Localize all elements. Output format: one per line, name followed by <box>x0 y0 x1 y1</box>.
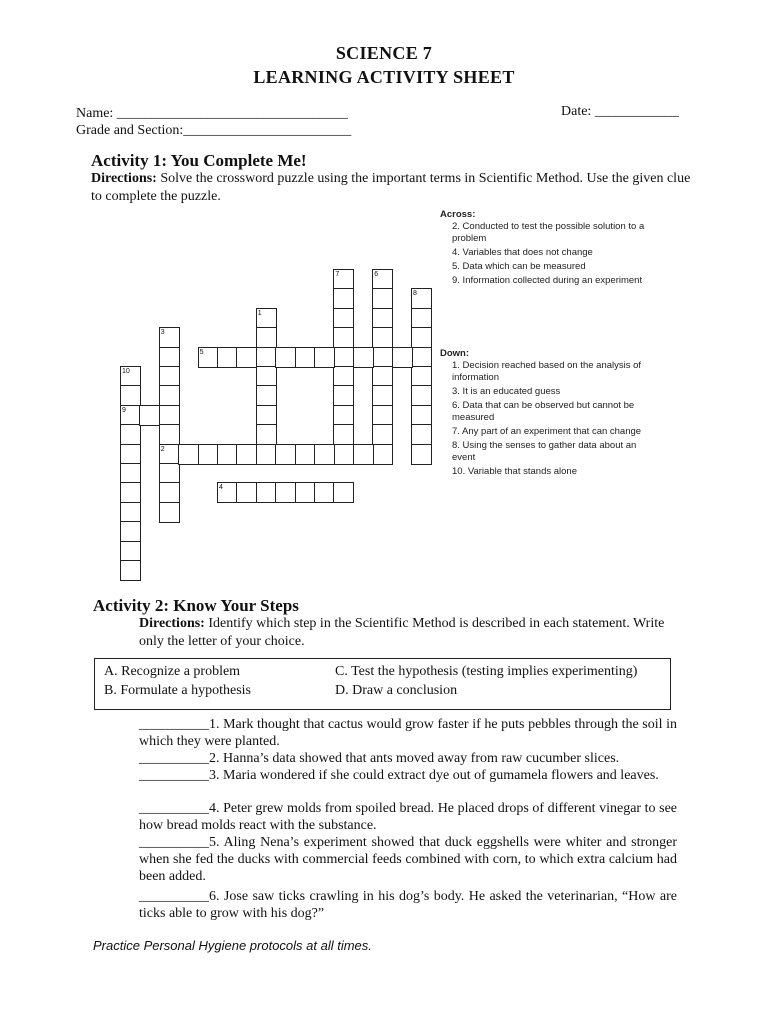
clue-number-6: 6 <box>374 271 379 278</box>
crossword-cell[interactable] <box>159 327 180 348</box>
crossword-cell[interactable] <box>372 327 393 348</box>
item-2[interactable]: __________2. Hanna’s data showed that ants moved away from raw cucumber slices. <box>139 751 620 766</box>
across-clue-2: 2. Conducted to test the possible solution to a problem <box>452 221 645 244</box>
crossword-cell[interactable] <box>411 424 432 445</box>
choices-box <box>94 658 671 710</box>
grade-section-field[interactable]: Grade and Section:________________________ <box>76 123 352 138</box>
crossword-cell[interactable] <box>256 482 277 503</box>
crossword-cell[interactable] <box>411 347 432 368</box>
crossword-cell[interactable] <box>256 385 277 406</box>
crossword-cell[interactable] <box>411 405 432 426</box>
crossword-cell[interactable] <box>411 288 432 309</box>
item-1[interactable]: __________1. Mark thought that cactus would grow faster if he puts pebbles through the soil in which they were planted. <box>139 717 677 749</box>
choice-b: B. Formulate a hypothesis <box>104 683 251 698</box>
crossword-cell[interactable] <box>275 444 296 465</box>
crossword-cell[interactable] <box>159 463 180 484</box>
crossword-cell[interactable] <box>159 385 180 406</box>
crossword-cell[interactable] <box>333 385 354 406</box>
crossword-cell[interactable] <box>333 327 354 348</box>
crossword-cell[interactable] <box>120 541 141 562</box>
crossword-cell[interactable] <box>217 347 238 368</box>
item-3[interactable]: __________3. Maria wondered if she could extract dye out of gumamela flowers and leaves. <box>139 768 659 783</box>
crossword-cell[interactable] <box>314 347 335 368</box>
crossword-cell[interactable] <box>275 482 296 503</box>
crossword-cell[interactable] <box>217 444 238 465</box>
clue-number-8: 8 <box>413 290 417 298</box>
activity1-title: Activity 1: You Complete Me! <box>91 151 307 170</box>
choice-c: C. Test the hypothesis (testing implies experimenting) <box>335 664 638 679</box>
crossword-cell[interactable] <box>198 444 219 465</box>
down-label: Down: <box>440 348 470 359</box>
crossword-cell[interactable] <box>159 482 180 503</box>
crossword-cell[interactable] <box>120 463 141 484</box>
crossword-cell[interactable] <box>333 444 354 465</box>
crossword-cell[interactable] <box>159 405 180 426</box>
crossword-cell[interactable] <box>333 482 354 503</box>
crossword-cell[interactable] <box>333 424 354 445</box>
crossword-cell[interactable] <box>411 366 432 387</box>
across-clues <box>440 209 650 287</box>
crossword-cell[interactable] <box>256 405 277 426</box>
crossword-cell[interactable] <box>314 444 335 465</box>
crossword-cell[interactable] <box>372 444 393 465</box>
crossword-cell[interactable] <box>295 347 316 368</box>
down-clues <box>440 348 650 478</box>
crossword-cell[interactable] <box>392 347 413 368</box>
clue-number-3: 3 <box>160 329 165 337</box>
activity1-directions-label: Directions: <box>91 171 157 186</box>
crossword-cell[interactable] <box>256 366 277 387</box>
crossword-cell[interactable] <box>275 347 296 368</box>
crossword-cell[interactable] <box>159 347 180 368</box>
crossword-cell[interactable] <box>120 385 141 406</box>
crossword-cell[interactable] <box>372 288 393 309</box>
crossword-cell[interactable] <box>295 482 316 503</box>
crossword-cell[interactable] <box>256 347 277 368</box>
clue-number-4: 4 <box>219 484 223 492</box>
crossword-cell[interactable] <box>256 327 277 348</box>
crossword-cell[interactable] <box>333 405 354 426</box>
crossword-cell[interactable] <box>411 444 432 465</box>
clue-number-7: 7 <box>335 271 340 278</box>
activity2-directions-text: Identify which step in the Scientific Method is described in each statement. Write only the letter of your choice. <box>139 616 665 649</box>
crossword-cell[interactable] <box>353 347 374 368</box>
crossword-cell[interactable] <box>120 521 141 542</box>
item-5[interactable]: __________5. Aling Nena’s experiment showed that duck eggshells were whiter and stronger when she fed the ducks with commercial feeds combined with corn, to which extra calcium had been added. <box>139 835 677 884</box>
crossword-cell[interactable] <box>120 444 141 465</box>
crossword-cell[interactable] <box>333 269 354 290</box>
down-clue-8: 8. Using the senses to gather data about an event <box>452 440 637 463</box>
crossword-cell[interactable] <box>120 502 141 523</box>
crossword-cell[interactable] <box>159 444 180 465</box>
clue-number-2: 2 <box>160 445 165 453</box>
activity2-title: Activity 2: Know Your Steps <box>93 596 299 615</box>
crossword-cell[interactable] <box>236 482 257 503</box>
crossword-cell[interactable] <box>333 366 354 387</box>
activity1-directions <box>91 170 691 206</box>
crossword-cell[interactable] <box>411 308 432 329</box>
crossword-cell[interactable] <box>120 424 141 445</box>
crossword-cell[interactable] <box>295 444 316 465</box>
crossword-cell[interactable] <box>333 288 354 309</box>
crossword-cell[interactable] <box>372 347 393 368</box>
crossword-cell[interactable] <box>372 308 393 329</box>
crossword-cell[interactable] <box>333 308 354 329</box>
crossword-cell[interactable] <box>159 502 180 523</box>
activity2-directions-label: Directions: <box>139 616 205 631</box>
sheet-title: LEARNING ACTIVITY SHEET <box>253 67 515 87</box>
crossword-cell[interactable] <box>372 269 393 290</box>
across-clue-5: 5. Data which can be measured <box>452 261 586 272</box>
choice-a: A. Recognize a problem <box>104 664 241 679</box>
crossword-cell[interactable] <box>198 347 219 368</box>
clue-number-10: 10 <box>122 368 130 375</box>
across-label: Across: <box>440 209 476 220</box>
crossword-cell[interactable] <box>372 405 393 426</box>
down-clue-6: 6. Data that can be observed but cannot be measured <box>452 400 635 423</box>
clue-number-5: 5 <box>199 348 204 356</box>
crossword-cell[interactable] <box>120 560 141 581</box>
crossword-cell[interactable] <box>236 444 257 465</box>
crossword-cell[interactable] <box>236 347 257 368</box>
down-clue-3: 3. It is an educated guess <box>452 386 561 397</box>
across-clue-4: 4. Variables that does not change <box>452 247 593 258</box>
crossword-cell[interactable] <box>256 424 277 445</box>
crossword-cell[interactable] <box>411 385 432 406</box>
crossword-cell[interactable] <box>256 308 277 329</box>
crossword-cell[interactable] <box>120 482 141 503</box>
crossword-cell[interactable] <box>372 385 393 406</box>
crossword-cell[interactable] <box>178 444 199 465</box>
clue-number-1: 1 <box>257 309 262 317</box>
crossword-cell[interactable] <box>411 327 432 348</box>
crossword-cell[interactable] <box>372 424 393 445</box>
down-clue-7: 7. Any part of an experiment that can change <box>452 426 642 437</box>
activity1-directions-text: Solve the crossword puzzle using the important terms in Scientific Method. Use the given clue to complete the puzzle. <box>91 171 691 204</box>
crossword-cell[interactable] <box>120 405 141 426</box>
crossword-cell[interactable] <box>139 405 160 426</box>
crossword-cell[interactable] <box>217 482 238 503</box>
crossword-cell[interactable] <box>353 444 374 465</box>
choice-d: D. Draw a conclusion <box>335 683 458 698</box>
footer-note: Practice Personal Hygiene protocols at all times. <box>93 938 372 953</box>
across-clue-9: 9. Information collected during an experiment <box>452 275 643 286</box>
date-field[interactable]: Date: ____________ <box>561 104 679 119</box>
crossword-cell[interactable] <box>372 366 393 387</box>
item-6[interactable]: __________6. Jose saw ticks crawling in his dog’s body. He asked the veterinarian, “How are ticks able to grow with his dog?” <box>139 889 677 921</box>
item-4[interactable]: __________4. Peter grew molds from spoiled bread. He placed drops of different vinegar to see how bread molds react with the substance. <box>139 801 677 833</box>
subject-title: SCIENCE 7 <box>335 43 433 63</box>
crossword-cell[interactable] <box>333 347 354 368</box>
clue-number-9: 9 <box>122 406 126 414</box>
activity2-directions <box>139 615 679 651</box>
crossword-cell[interactable] <box>120 366 141 387</box>
down-clue-10: 10. Variable that stands alone <box>452 466 577 477</box>
down-clue-1: 1. Decision reached based on the analysis of information <box>452 360 642 383</box>
crossword-cell[interactable] <box>314 482 335 503</box>
crossword-cell[interactable] <box>256 444 277 465</box>
crossword-cell[interactable] <box>159 366 180 387</box>
name-field[interactable]: Name: _________________________________ <box>76 106 348 121</box>
crossword-cell[interactable] <box>159 424 180 445</box>
